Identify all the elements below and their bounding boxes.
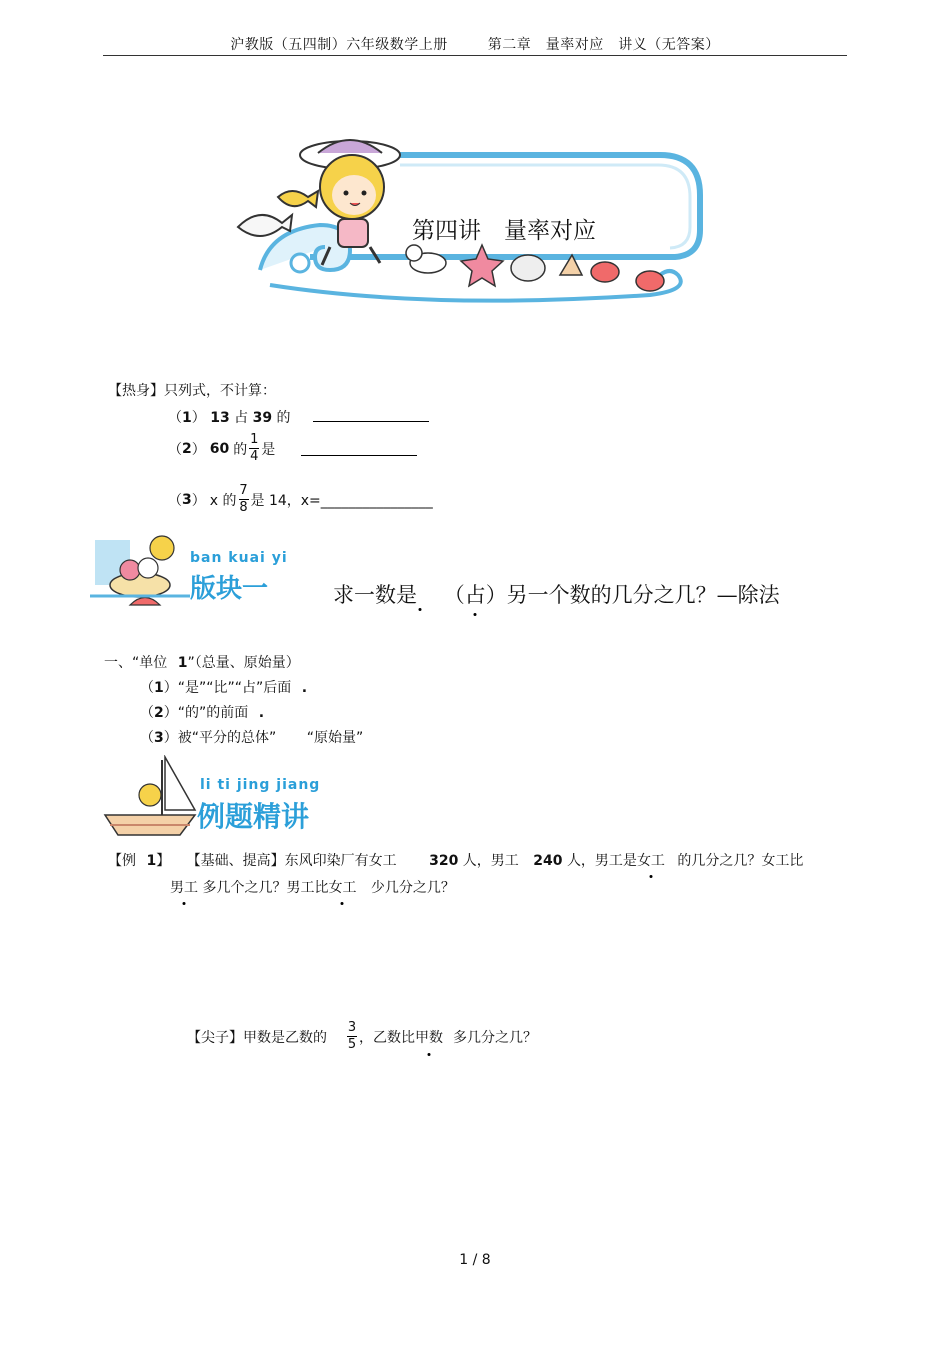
section2-illustration <box>100 755 200 840</box>
unit-item-2: （2）“的”的前面 . <box>140 705 265 721</box>
warmup-question-3: （ 3 ） x 的 $\frac{7}{8}$ 是 14，x=________________ <box>168 483 433 515</box>
example1-line1: 【例 1】 【基础、提高】东风印染厂有女工 320 人，男工 240 人，男工是女工 的几分之几？女工比 <box>108 853 804 869</box>
section1-pinyin: ban kuai yi <box>190 550 288 566</box>
warmup-heading: 【热身】只列式，不计算： <box>108 383 276 399</box>
jianzi-problem: 【尖子】甲数是乙数的 $\frac{3}{5}$ ，乙数比 甲数 多几分之几？ <box>187 1020 537 1052</box>
page-number: 1 / 8 <box>459 1252 491 1268</box>
lesson-title: 第四讲 量率对应 <box>412 218 596 244</box>
fraction: $\frac{1}{4}$ <box>250 432 259 464</box>
header-right: 第二章 量率对应 讲义（无答案） <box>487 37 720 53</box>
fraction: $\frac{7}{8}$ <box>239 483 248 515</box>
section2-pinyin: li ti jing jiang <box>200 777 321 793</box>
section1-title: 求一数是 （占）另一个数的几分之几？—除法 <box>333 583 780 607</box>
fraction: $\frac{3}{5}$ <box>347 1020 357 1052</box>
answer-blank[interactable] <box>313 407 429 422</box>
unit-item-3: （3）被“平分的总体” “原始量” <box>140 730 364 746</box>
warmup-question-2: （ 2 ） 60 的 $\frac{1}{4}$ 是 <box>168 432 417 465</box>
unit-item-1: （1）“是”“比”“占”后面 . <box>140 680 308 696</box>
section1-illustration <box>90 530 190 615</box>
unit-heading: 一、“单位 1”（总量、原始量） <box>104 655 300 671</box>
example1-line2: 男工 多几个之几？男工比女工 少几分之几？ <box>170 880 455 896</box>
warmup-question-1: （1） 13 占 39 的 <box>168 407 429 427</box>
answer-blank[interactable] <box>301 441 417 456</box>
header-divider <box>103 55 847 56</box>
section1-badge: 版块一 <box>190 574 269 604</box>
header-left: 沪教版（五四制）六年级数学上册 <box>230 37 448 53</box>
page-header <box>0 34 950 54</box>
section2-badge: 例题精讲 <box>197 800 310 833</box>
